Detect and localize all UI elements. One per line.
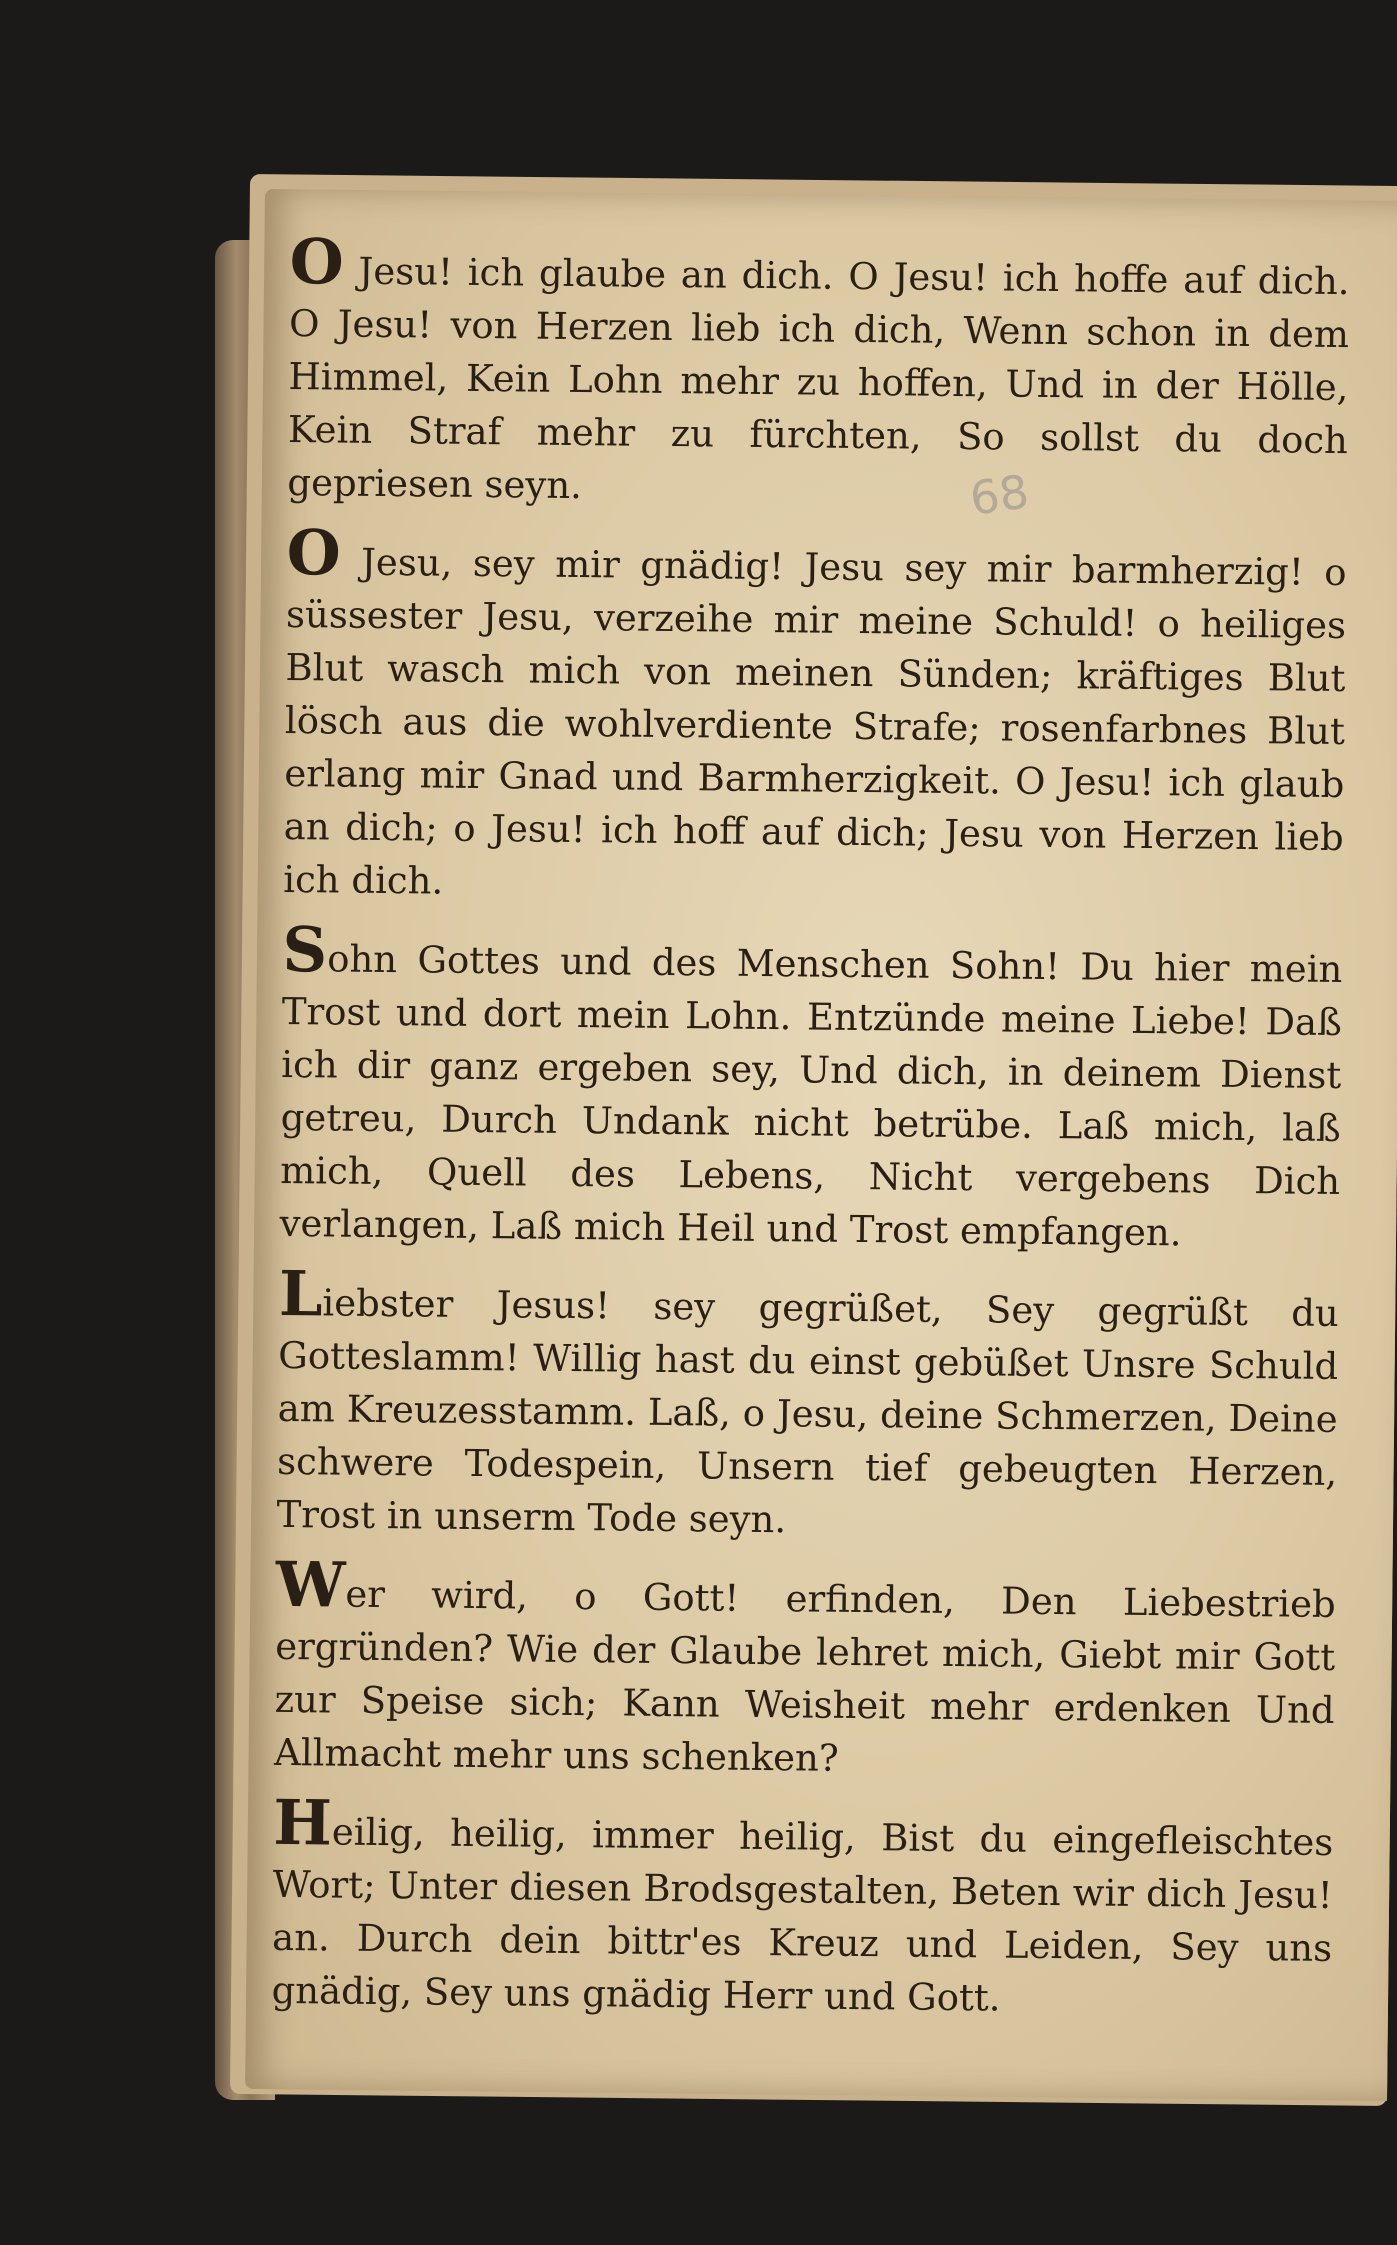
paragraph-text: eilig, heilig, immer heilig, Bist du eingefleischtes Wort; Unter diesen Brodsgestalten, Beten wir dich Jesu! an. Durch dein bittr'es Kreuz und Leiden, Sey uns gnädig, Sey uns gnädig Herr und Gott. <box>271 1810 1334 2020</box>
paragraph-text: Jesu, sey mir gnädig! Jesu sey mir barmherzig! o süssester Jesu, verzeihe mir meine Schuld! o heiliges Blut wasch mich von meinen Sünden; kräftiges Blut lösch aus die wohlverdiente Strafe; rosenfarbnes Blut erlang mir Gnad und Barmherzigkeit. O Jesu! ich glaub an dich; o Jesu! ich hoff auf dich; Jesu von Herzen lieb ich dich. <box>283 540 1347 903</box>
paragraph-prayer-2 <box>283 515 1347 917</box>
paragraph-prayer-4 <box>276 1256 1339 1552</box>
paragraph-prayer-1 <box>287 225 1350 520</box>
paragraph-prayer-6 <box>271 1785 1334 2028</box>
initial-letter: H <box>272 1785 333 1860</box>
page-text <box>271 225 1350 2066</box>
paragraph-text: er wird, o Gott! erfinden, Den Liebestrieb ergründen? Wie der Glaube lehret mich, Giebt mir Gott zur Speise sich; Kann Weisheit mehr erdenken Und Allmacht mehr uns schenken? <box>273 1572 1336 1780</box>
paragraph-prayer-3 <box>279 912 1343 1261</box>
initial-letter: L <box>278 1256 323 1331</box>
initial-letter: W <box>275 1547 346 1622</box>
paragraph-text: Jesu! ich glaube an dich. O Jesu! ich hoffe auf dich. O Jesu! von Herzen lieb ich dich, Wenn schon in dem Himmel, Kein Lohn mehr zu hoffen, Und in der Hölle, Kein Straf mehr zu fürchten, So sollst du doch gepriesen seyn. <box>287 249 1350 508</box>
paragraph-prayer-5 <box>273 1547 1336 1790</box>
initial-letter: S <box>282 912 328 987</box>
paragraph-text: iebster Jesus! sey gegrüßet, Sey gegrüßt du Gotteslamm! Willig hast du einst gebüßet Unsre Schuld am Kreuzesstamm. Laß, o Jesu, deine Schmerzen, Deine schwere Todespein, Unsern tief gebeugten Herzen, Trost in unserm Tode seyn. <box>276 1281 1339 1542</box>
pencil-annotation: 68 <box>966 464 1033 526</box>
paragraph-text: ohn Gottes und des Menschen Sohn! Du hier mein Trost und dort mein Lohn. Entzünde meine Liebe! Daß ich dir ganz ergeben sey, Und dich, in deinem Dienst getreu, Durch Undank nicht betrübe. Laß mich, laß mich, Quell des Lebens, Nicht vergebens Dich verlangen, Laß mich Heil und Trost empfangen. <box>279 937 1343 1255</box>
initial-letter: O <box>286 515 342 590</box>
initial-letter: O <box>289 225 345 299</box>
